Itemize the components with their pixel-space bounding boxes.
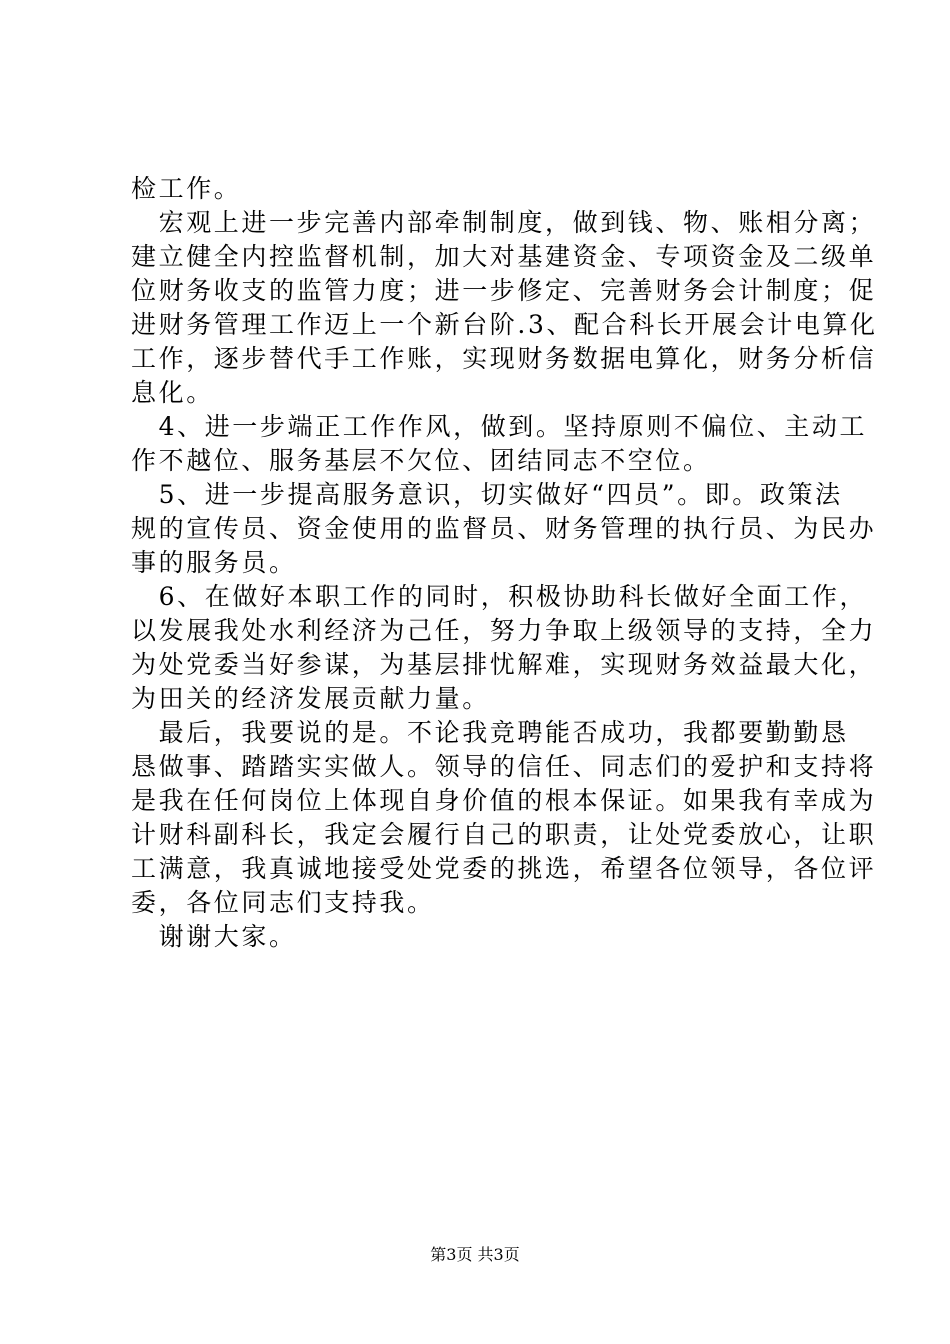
text-line: 工作，逐步替代手工作账，实现财务数据电算化，财务分析信 bbox=[131, 344, 877, 373]
text-line: 6、在做好本职工作的同时，积极协助科长做好全面工作， bbox=[131, 582, 868, 611]
page-footer: 第3页 共3页 bbox=[430, 1245, 520, 1264]
text-line: 为处党委当好参谋，为基层排忧解难，实现财务效益最大化， bbox=[131, 650, 877, 679]
text-line: 是我在任何岗位上体现自身价值的根本保证。如果我有幸成为 bbox=[131, 786, 877, 815]
text-line: 位财务收支的监管力度；进一步修定、完善财务会计制度；促 bbox=[131, 276, 877, 305]
text-line: 恳做事、踏踏实实做人。领导的信任、同志们的爱护和支持将 bbox=[131, 752, 877, 781]
text-line: 计财科副科长，我定会履行自己的职责，让处党委放心，让职 bbox=[131, 820, 877, 849]
text-line: 事的服务员。 bbox=[131, 548, 297, 577]
text-line: 最后，我要说的是。不论我竞聘能否成功，我都要勤勤恳 bbox=[131, 718, 849, 747]
text-line: 息化。 bbox=[131, 378, 214, 407]
text-line: 4、进一步端正工作作风，做到。坚持原则不偏位、主动工 bbox=[131, 412, 868, 441]
text-line: 建立健全内控监督机制，加大对基建资金、专项资金及二级单 bbox=[131, 242, 877, 271]
text-line: 为田关的经济发展贡献力量。 bbox=[131, 684, 490, 713]
text-line: 谢谢大家。 bbox=[131, 922, 297, 951]
text-line: 5、进一步提高服务意识，切实做好“四员”。即。政策法 bbox=[131, 480, 843, 509]
text-line: 检工作。 bbox=[131, 174, 242, 203]
text-line: 宏观上进一步完善内部牵制制度，做到钱、物、账相分离； bbox=[131, 208, 877, 237]
text-line: 作不越位、服务基层不欠位、团结同志不空位。 bbox=[131, 446, 711, 475]
text-line: 进财务管理工作迈上一个新台阶.3、配合科长开展会计电算化 bbox=[131, 310, 878, 339]
text-line: 以发展我处水利经济为己任，努力争取上级领导的支持，全力 bbox=[131, 616, 877, 645]
text-line: 委，各位同志们支持我。 bbox=[131, 888, 435, 917]
text-line: 工满意，我真诚地接受处党委的挑选，希望各位领导，各位评 bbox=[131, 854, 877, 883]
text-line: 规的宣传员、资金使用的监督员、财务管理的执行员、为民办 bbox=[131, 514, 877, 543]
